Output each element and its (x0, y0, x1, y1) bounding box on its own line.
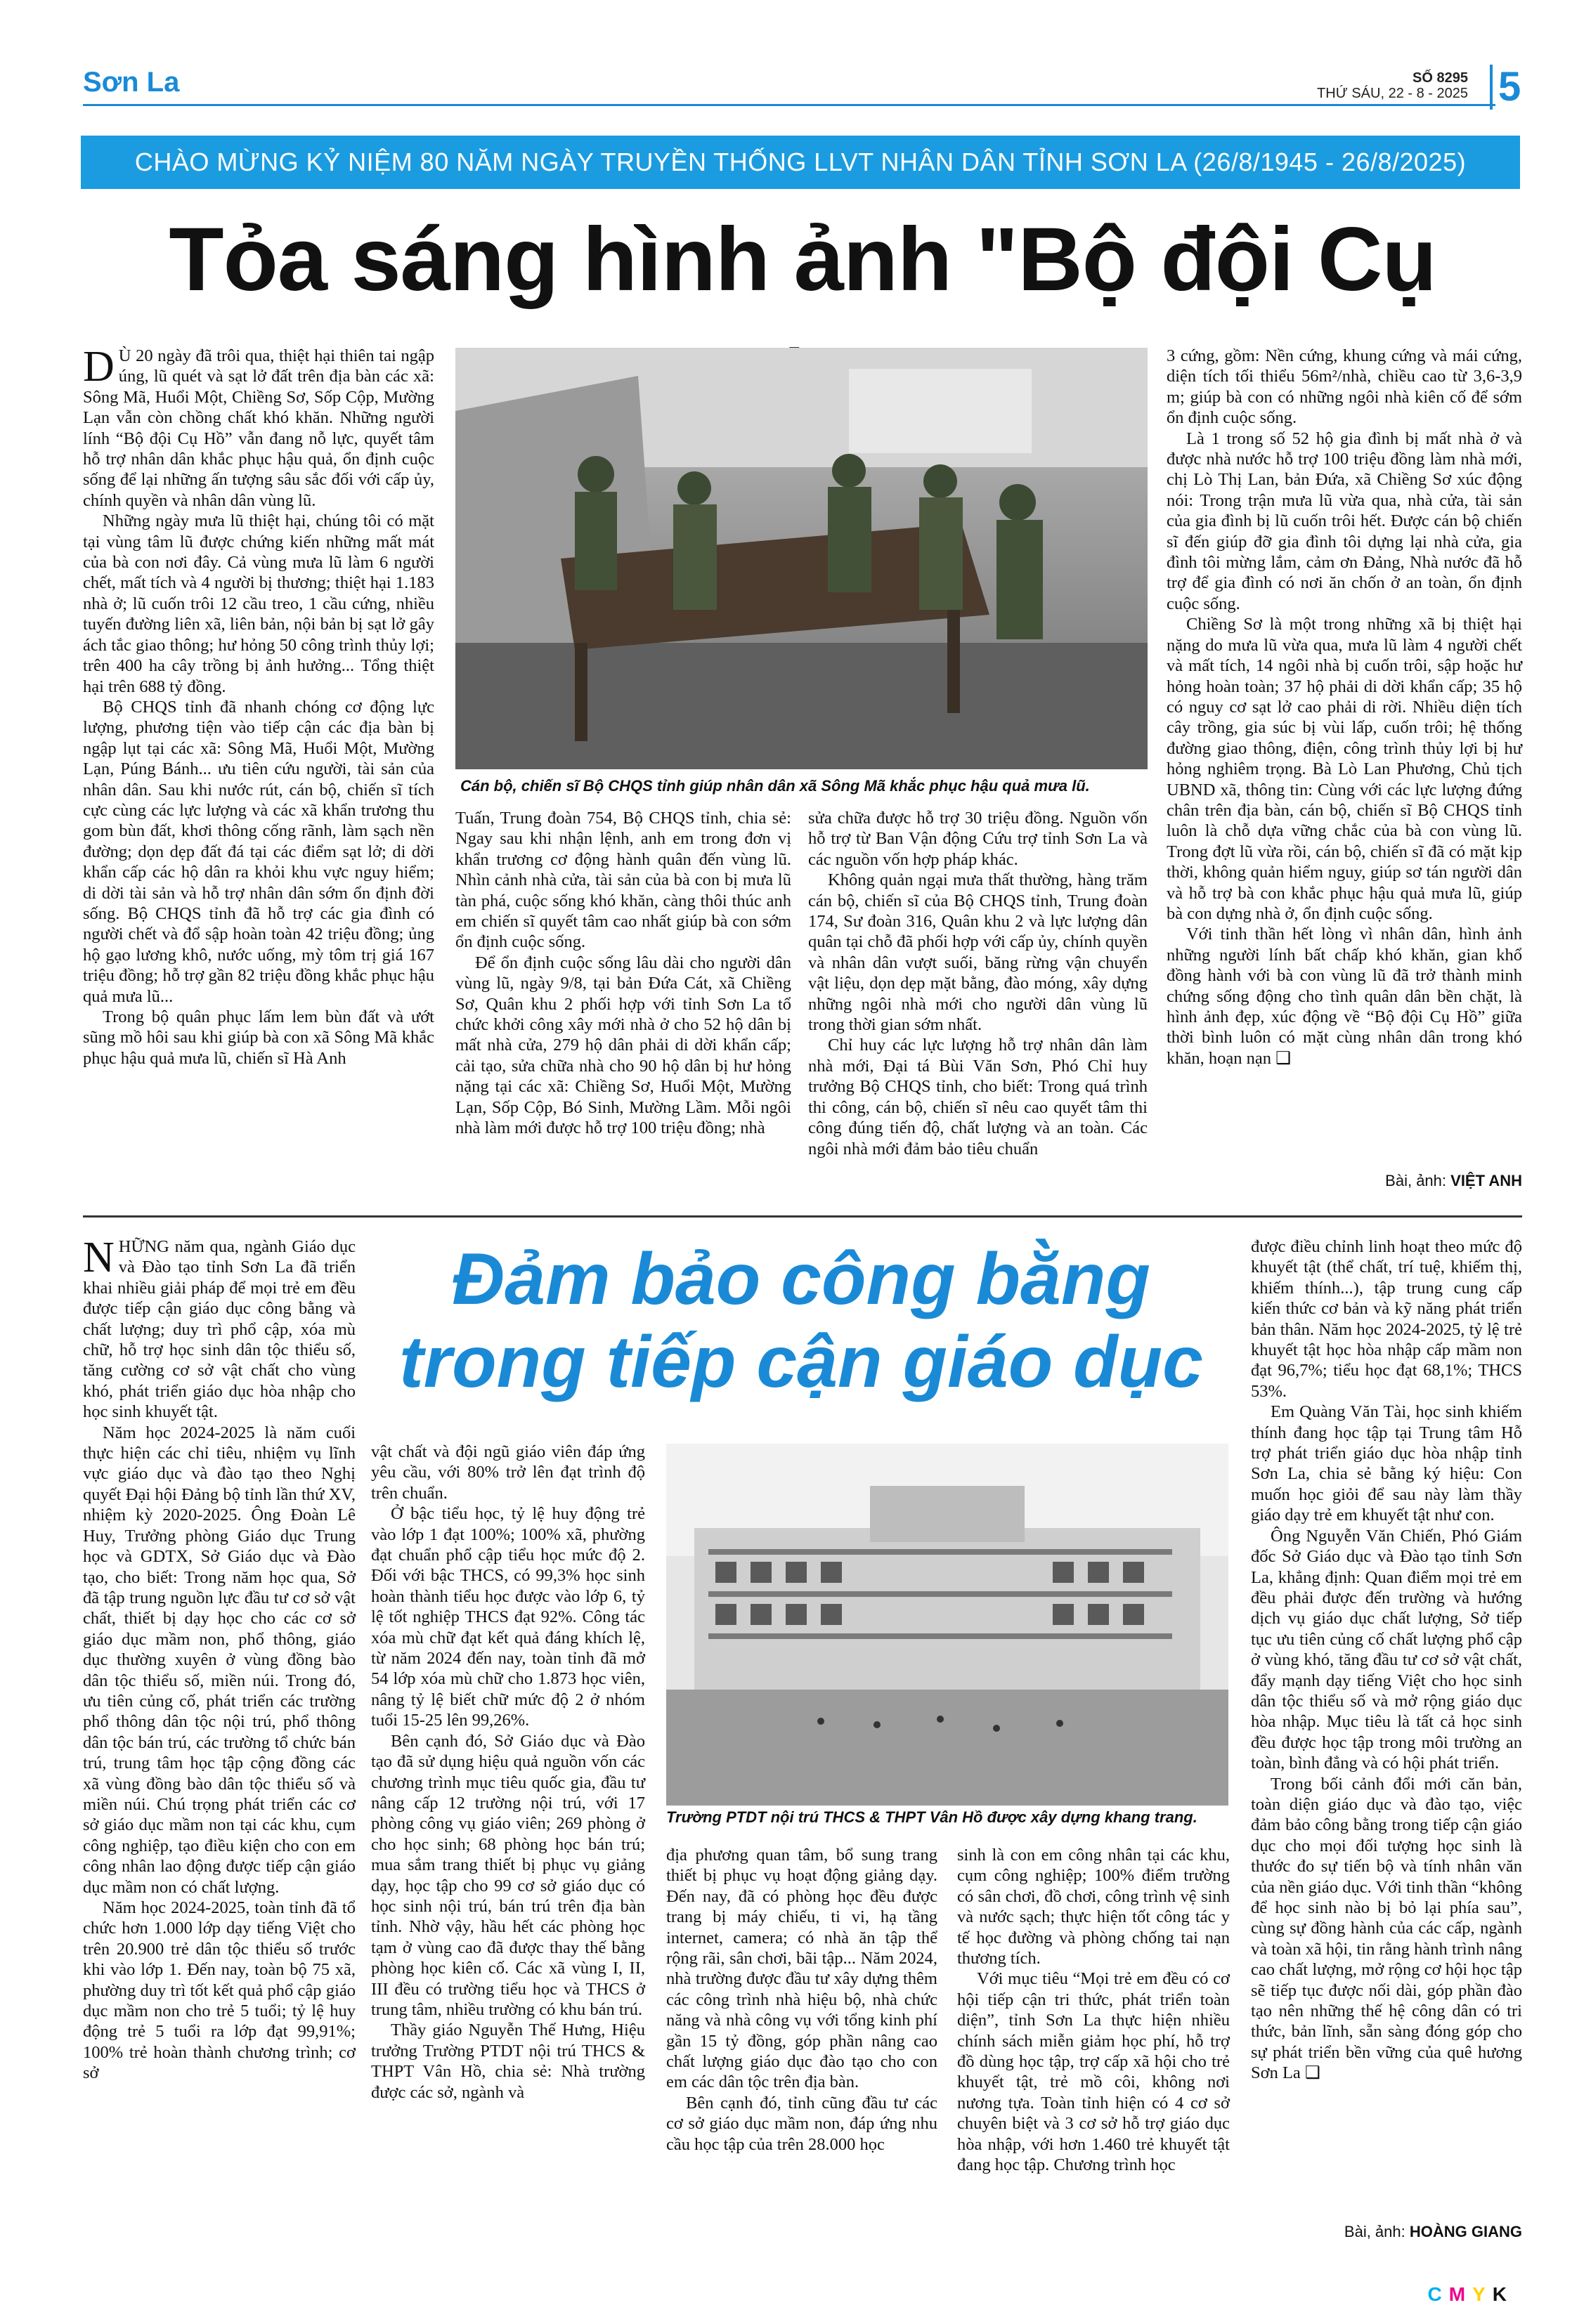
paragraph: Em Quàng Văn Tài, học sinh khiếm thính đang học tập tại Trung tâm Hỗ trợ phát triển giáo dục hòa nhập tỉnh Sơn La, chia sẻ bằng ký hiệu: Con muốn học giỏi để sau này làm thầy giáo dạy trẻ em khuyết tật như con. (1251, 1402, 1522, 1525)
dropcap: N (83, 1234, 115, 1281)
paragraph: Bên cạnh đó, Sở Giáo dục và Đào tạo đã sử dụng hiệu quả nguồn vốn các chương trình mục tiêu quốc gia, đầu tư nâng cấp 12 trường nội trú, với 17 phòng công vụ giáo viên; 269 phòng ở cho học sinh; 68 phòng học bán trú; mua sắm trang thiết bị phục vụ giảng dạy, học tập cho 99 cơ sở giáo dục có học sinh nội trú, bán trú trên địa bàn tỉnh. Nhờ vậy, hầu hết các phòng học tạm ở vùng cao đã được thay thế bằng phòng học kiên cố. Các xã vùng I, II, III đều có trường tiểu học và THCS ở trung tâm, nhiều trường có khu bán trú. (371, 1731, 645, 2019)
paragraph: 3 cứng, gồm: Nền cứng, khung cứng và mái cứng, diện tích tối thiểu 56m²/nhà, chiều cao từ 3,6-3,9 m; giúp bà con có những ngôi nhà kiên cố để sớm ổn định cuộc sống. (1167, 346, 1522, 428)
paragraph: Trong bối cảnh đổi mới căn bản, toàn diện giáo dục và đào tạo, việc đảm bảo công bằng trong tiếp cận giáo dục cho mọi đối tượng học sinh là thước đo sự tiến bộ và tính nhân văn của nền giáo dục. Với tinh thần “không để học sinh nào bị bỏ lại phía sau”, cùng sự đồng hành của các cấp, ngành và toàn xã hội, tin rằng hành trình nâng cao chất lượng, mở rộng cơ hội học tập sẽ tiếp tục được nối dài, góp phần đào tạo nên những thế hệ công dân có tri thức, bản lĩnh, sẵn sàng đóng góp cho sự phát triển bền vững của quê hương Sơn La ❑ (1251, 1774, 1522, 2083)
paragraph: Với tinh thần hết lòng vì nhân dân, hình ảnh những người lính bất chấp khó khăn, gian khổ đồng hành với bà con vùng lũ đã trở thành minh chứng sống động cho tình quân dân bền chặt, là hình ảnh đẹp, xúc động về “Bộ đội Cụ Hồ” giữa thời bình luôn có mặt cùng nhân dân trong khó khăn, hoạn nạn ❑ (1167, 925, 1522, 1068)
paragraph: Những ngày mưa lũ thiệt hại, chúng tôi có mặt tại vùng tâm lũ được chứng kiến những mất mát của bà con nơi đây. Cả vùng mưa lũ làm 6 người chết, mất tích và 4 người bị thương; thiệt hại 1.183 nhà ở; lũ cuốn trôi 12 cầu treo, 1 cầu cứng, nhiều tuyến đường liên xã, liên bản, nội bản bị sạt lở gây ách tắc giao thông; hư hỏng 50 công trình thủy lợi; trên 400 ha cây trồng bị ảnh hưởng... Tổng thiệt hại trên 688 tỷ đồng. (83, 511, 434, 696)
article2-headline (365, 1238, 1237, 1404)
article2-column-5 (1251, 1236, 1522, 2084)
paragraph: Ông Nguyễn Văn Chiến, Phó Giám đốc Sở Giáo dục và Đào tạo tỉnh Sơn La, khẳng định: Quan điểm mọi trẻ em đều phải được đến trường và hướng dịch vụ giáo dục chất lượng, Sở tiếp tục ưu tiên củng cố chất lượng phổ cập ở vùng khó, tăng đầu tư cơ sở vật chất, đẩy mạnh dạy tiếng Việt cho học sinh dân tộc thiểu số và mở rộng giáo dục hòa nhập. Mục tiêu là tất cả học sinh đều được học tập trong môi trường an toàn, bình đẳng và có hội phát triển. (1251, 1526, 1522, 1773)
paragraph: sinh là con em công nhân tại các khu, cụm công nghiệp; 100% điểm trường có sân chơi, đồ chơi, công trình vệ sinh và nước sạch; thực hiện tốt công tác y tế học đường và phòng chống tai nạn thương tích. (957, 1846, 1230, 1969)
paragraph: được điều chỉnh linh hoạt theo mức độ khuyết tật (thể chất, trí tuệ, khiếm thị, khiếm thính...), tập trung cung cấp kiến thức cơ bản và kỹ năng phát triển bản thân. Năm học 2024-2025, tỷ lệ trẻ khuyết tật học hòa nhập cấp mầm non đạt 96,7%; tiểu học đạt 68,1%; THCS 53%. (1251, 1237, 1522, 1401)
article2-column-2 (371, 1442, 645, 2103)
article1-column-3 (808, 808, 1148, 1159)
paragraph: Tuấn, Trung đoàn 754, Bộ CHQS tỉnh, chia sẻ: Ngay sau khi nhận lệnh, anh em trong đơn vị khẩn trương cơ động hành quân đến vùng lũ. Nhìn cảnh nhà cửa, tài sản của bà con bị mưa lũ tàn phá, cuộc sống khó khăn, càng thôi thúc anh em chiến sĩ quyết tâm cao nhất giúp bà con sớm ổn định cuộc sống. (455, 809, 791, 952)
soldiers-moving-table-image (455, 348, 1148, 769)
section-name: Sơn La (83, 67, 180, 98)
cmyk-marks: CMYK (1427, 2283, 1514, 2305)
issue-number: SỐ 8295 (1413, 70, 1468, 86)
masthead-rule (83, 104, 1495, 106)
paragraph: D Ù 20 ngày đã trôi qua, thiệt hại thiên tai ngập úng, lũ quét và sạt lở đất trên địa bàn các xã: Sông Mã, Huổi Một, Chiềng Sơ, Sốp Cộp, Mường Lạn vẫn còn chồng chất khó khăn. Những người lính “Bộ đội Cụ Hồ” vẫn đang nỗ lực, quyết tâm hỗ trợ nhân dân khắc phục hậu quả, ổn định cuộc sống để lại những ấn tượng sâu sắc đối với cấp ủy, chính quyền và nhân dân vùng lũ. (83, 343, 434, 510)
paragraph: Là 1 trong số 52 hộ gia đình bị mất nhà ở và được nhà nước hỗ trợ 100 triệu đồng làm nhà mới, chị Lò Thị Lan, bản Đứa, xã Chiềng Sơ xúc động nói: Trong trận mưa lũ vừa qua, nhà cửa, tài sản của gia đình bị lũ cuốn trôi hết. Được cán bộ chiến sĩ đến giúp đỡ gia đình tôi dựng lại nhà cửa, gia đình tôi mừng lắm, cảm ơn Đảng, Nhà nước đã hỗ trợ để gia đình có nơi ăn chốn ở an toàn, ổn định cuộc sống. (1167, 429, 1522, 613)
paragraph: sửa chữa được hỗ trợ 30 triệu đồng. Nguồn vốn hỗ trợ từ Ban Vận động Cứu trợ tỉnh Sơn La và các nguồn vốn hợp pháp khác. (808, 809, 1148, 869)
paragraph: Không quản ngại mưa thất thường, hàng trăm cán bộ, chiến sĩ của Bộ CHQS tỉnh, Trung đoàn 174, Sư đoàn 316, Quân khu 2 và lực lượng dân quân tại chỗ đã phối hợp với cấp ủy, chính quyền và nhân dân vượt suối, băng rừng vận chuyển vật liệu, dọn dẹp mặt bằng, đào móng, xây dựng những ngôi nhà mới cho người dân vùng lũ trong thời gian sớm nhất. (808, 870, 1148, 1035)
paragraph: NHỮNG năm qua, ngành Giáo dục và Đào tạo tỉnh Sơn La đã triển khai nhiều giải pháp để mọi trẻ em đều được tiếp cận giáo dục công bằng và chất lượng; duy trì phổ cập, xóa mù chữ, hỗ trợ học sinh dân tộc thiểu số, tăng cường cơ sở vật chất cho vùng khó, phát triển giáo dục hòa nhập cho học sinh khuyết tật. (83, 1234, 356, 1422)
article1-headline: Tỏa sáng hình ảnh "Bộ đội Cụ (169, 209, 1436, 310)
paragraph: Để ổn định cuộc sống lâu dài cho người dân vùng lũ, ngày 9/8, tại bản Đứa Cát, xã Chiềng Sơ, Quân khu 2 phối hợp với tỉnh Sơn La tổ chức khởi công xây mới nhà ở cho 52 hộ dân bị mất nhà cửa, 279 hộ dân phải di dời khẩn cấp; cải tạo, sửa chữa nhà cho 90 hộ dân bị hư hỏng nặng tại các xã: Chiềng Sơ, Huổi Một, Mường Lạn, Sốp Cộp, Bó Sinh, Mường Lầm. Mỗi ngôi nhà làm mới được hỗ trợ 100 triệu đồng; nhà (455, 953, 791, 1138)
article-divider (83, 1215, 1522, 1218)
headline-line-2: trong tiếp cận giáo dục (398, 1321, 1204, 1403)
article2-photo-caption: Trường PTDT nội trú THCS & THPT Vân Hồ được xây dựng khang trang. (666, 1808, 1197, 1826)
article1-byline: Bài, ảnh: VIỆT ANH (1385, 1172, 1522, 1189)
school-building-image (666, 1444, 1228, 1806)
article1-column-4 (1167, 346, 1522, 1069)
paragraph: Bên cạnh đó, tỉnh cũng đầu tư các cơ sở giáo dục mầm non, đáp ứng nhu cầu học tập của trên 28.000 học (666, 2093, 937, 2154)
paragraph: Trong bộ quân phục lấm lem bùn đất và ướt sũng mồ hôi sau khi giúp bà con xã Sông Mã khắc phục hậu quả mưa lũ, chiến sĩ Hà Anh (83, 1007, 434, 1068)
article2-byline: Bài, ảnh: HOÀNG GIANG (1344, 2223, 1522, 2240)
paragraph: Năm học 2024-2025 là năm cuối thực hiện các chỉ tiêu, nhiệm vụ lĩnh vực giáo dục và đào tạo theo Nghị quyết Đại hội Đảng bộ tỉnh lần thứ XV, nhiệm kỳ 2020-2025. Ông Đoàn Lê Huy, Trưởng phòng Giáo dục Trung học và GDTX, Sở Giáo dục và Đào tạo, cho biết: Trong năm học qua, Sở đã tập trung nguồn lực đầu tư cơ sở vật chất, thiết bị dạy học cho các cơ sở giáo dục mầm non, phổ thông, giáo dục thường xuyên ở vùng đồng bào dân tộc thiểu số, miền núi. Trong đó, ưu tiên củng cố, phát triển các trường phổ thông dân tộc nội trú, phổ thông dân tộc bán trú, các trường tổ chức bán trú, trung tâm học tập cộng đồng các xã vùng đồng bào dân tộc thiểu số và miền núi. Chú trọng phát triển các cơ sở giáo dục mầm non tại các khu, cụm công nghiệp, tạo điều kiện cho con em công nhân lao động được tiếp cận giáo dục mầm non có chất lượng. (83, 1423, 356, 1897)
article2-column-4 (957, 1845, 1230, 2176)
paragraph: Năm học 2024-2025, toàn tỉnh đã tổ chức hơn 1.000 lớp dạy tiếng Việt cho trên 20.900 trẻ dân tộc thiểu số trước khi vào lớp 1. Đến nay, toàn bộ 75 xã, phường duy trì tốt kết quả phổ cập giáo dục mầm non cho trẻ 5 tuổi; tỷ lệ huy động trẻ 5 tuổi ra lớp đạt 99,91%; 100% trẻ hoàn thành chương trình; cơ sở (83, 1898, 356, 2083)
page-number: 5 (1490, 65, 1521, 110)
paragraph: vật chất và đội ngũ giáo viên đáp ứng yêu cầu, với 80% trở lên đạt trình độ trên chuẩn. (371, 1442, 645, 1503)
paragraph: Với mục tiêu “Mọi trẻ em đều có cơ hội tiếp cận tri thức, phát triển toàn diện”, tỉnh Sơn La thực hiện nhiều chính sách miễn giảm học phí, hỗ trợ đồ dùng học tập, trợ cấp xã hội cho trẻ khuyết tật, trẻ mồ côi, không nơi nương tựa. Toàn tỉnh hiện có 4 cơ sở chuyên biệt và 3 cơ sở hỗ trợ giáo dục hòa nhập, với hơn 1.460 trẻ khuyết tật đang học tập. Chương trình học (957, 1969, 1230, 2175)
article1-column-2 (455, 808, 791, 1139)
paragraph: Thầy giáo Nguyễn Thế Hưng, Hiệu trưởng Trường PTDT nội trú THCS & THPT Vân Hồ, chia sẻ: Nhà trường được các sở, ngành và (371, 2021, 645, 2102)
anniversary-banner: CHÀO MỪNG KỶ NIỆM 80 NĂM NGÀY TRUYỀN THỐNG LLVT NHÂN DÂN TỈNH SƠN LA (26/8/1945 - 26/8/2025) (81, 136, 1520, 189)
paragraph: địa phương quan tâm, bổ sung trang thiết bị phục vụ hoạt động giảng dạy. Đến nay, đã có phòng học đều được trang bị máy chiếu, ti vi, hạ tầng internet, camera; có nhà ăn tập thể rộng rãi, sân chơi, bãi tập... Năm 2024, nhà trường được đầu tư xây dựng thêm các công trình nhà hiệu bộ, nhà chức năng và nhà công vụ với tổng kinh phí gần 15 tỷ đồng, góp phần nâng cao chất lượng giáo dục đào tạo cho con em các dân tộc trên địa bàn. (666, 1846, 937, 2092)
paragraph: Chiềng Sơ là một trong những xã bị thiệt hại nặng do mưa lũ vừa qua, mưa lũ làm 4 người chết và mất tích, 14 ngôi nhà bị cuốn trôi, sập hoặc hư hỏng hoàn toàn; 37 hộ phải di dời khẩn cấp; 35 hộ có nguy cơ sạt lở cao phải di rời. Nhiều diện tích cây trồng, gia súc bị vùi lấp, cuốn trôi; hệ thống đường giao thông, điện, công trình thủy lợi bị hư hỏng nghiêm trọng. Bà Lò Lan Phương, Chủ tịch UBND xã, thông tin: Cùng với các lực lượng đứng chân trên địa bàn, cán bộ, chiến sĩ Bộ CHQS tỉnh luôn là chỗ dựa vững chắc của bà con vùng lũ. Trong đợt lũ vừa rồi, cán bộ, chiến sĩ đã có mặt kịp thời, không quản hiểm nguy, giúp sơ tán người dân và hỗ trợ bà con khắc phục hậu quả mưa lũ, giúp bà con dựng nhà ở, ổn định cuộc sống. (1167, 615, 1522, 923)
paragraph: Bộ CHQS tỉnh đã nhanh chóng cơ động lực lượng, phương tiện vào tiếp cận các địa bàn bị ngập lụt tại các xã: Sông Mã, Huổi Một, Mường Lạn, Púng Bánh... ưu tiên cứu người, tài sản của nhân dân. Sau khi nước rút, cán bộ, chiến sĩ tích cực cùng các lực lượng và các xã khẩn trương thu gom bùn đất, khơi thông cống rãnh, làm sạch nền đường; dọn dẹp đất đá tại các điểm sạt lở; di dời khẩn cấp các hộ dân ra khỏi khu vực nguy hiểm; di dời tài sản và hỗ trợ nhân dân sớm ổn định đời sống. Bộ CHQS tỉnh đã hỗ trợ các gia đình có người chết và đổ sập hoàn toàn 42 triệu đồng; ủng hộ gạo lương khô, nước uống, mỳ tôm trị giá 167 triệu đồng; hỗ trợ gần 82 triệu đồng khắc phục hậu quả mưa lũ... (83, 697, 434, 1006)
dropcap: D (83, 343, 115, 391)
article2-column-3 (666, 1845, 937, 2155)
paragraph: Chỉ huy các lực lượng hỗ trợ nhân dân làm nhà mới, Đại tá Bùi Văn Sơn, Phó Chỉ huy trưởng Bộ CHQS tỉnh, cho biết: Trong quá trình thi công, cán bộ, chiến sĩ nêu cao quyết tâm thi công đúng tiến độ, chất lượng và an toàn. Các ngôi nhà mới đảm bảo tiêu chuẩn (808, 1036, 1148, 1158)
headline-line-1: Đảm bảo công bằng (452, 1239, 1150, 1320)
paragraph: Ở bậc tiểu học, tỷ lệ huy động trẻ vào lớp 1 đạt 100%; 100% xã, phường đạt chuẩn phổ cập tiểu học mức độ 2. Đối với bậc THCS, có 99,3% học sinh hoàn thành tiểu học được vào lớp 6, tỷ lệ tốt nghiệp THCS đạt 92%. Công tác xóa mù chữ đạt kết quả đáng khích lệ, từ năm 2024 đến nay, toàn tỉnh đã mở 54 lớp xóa mù chữ cho 1.873 học viên, nâng tỷ lệ biết chữ mức độ 2 ở nhóm tuổi 15-25 lên 99,26%. (371, 1504, 645, 1730)
article1-photo-caption: Cán bộ, chiến sĩ Bộ CHQS tỉnh giúp nhân dân xã Sông Mã khắc phục hậu quả mưa lũ. (460, 777, 1090, 795)
article1-column-1 (83, 343, 434, 1069)
article1-photo (455, 348, 1148, 769)
article2-photo (666, 1444, 1228, 1806)
issue-date: THỨ SÁU, 22 - 8 - 2025 (1317, 86, 1468, 101)
article2-column-1 (83, 1236, 356, 2084)
